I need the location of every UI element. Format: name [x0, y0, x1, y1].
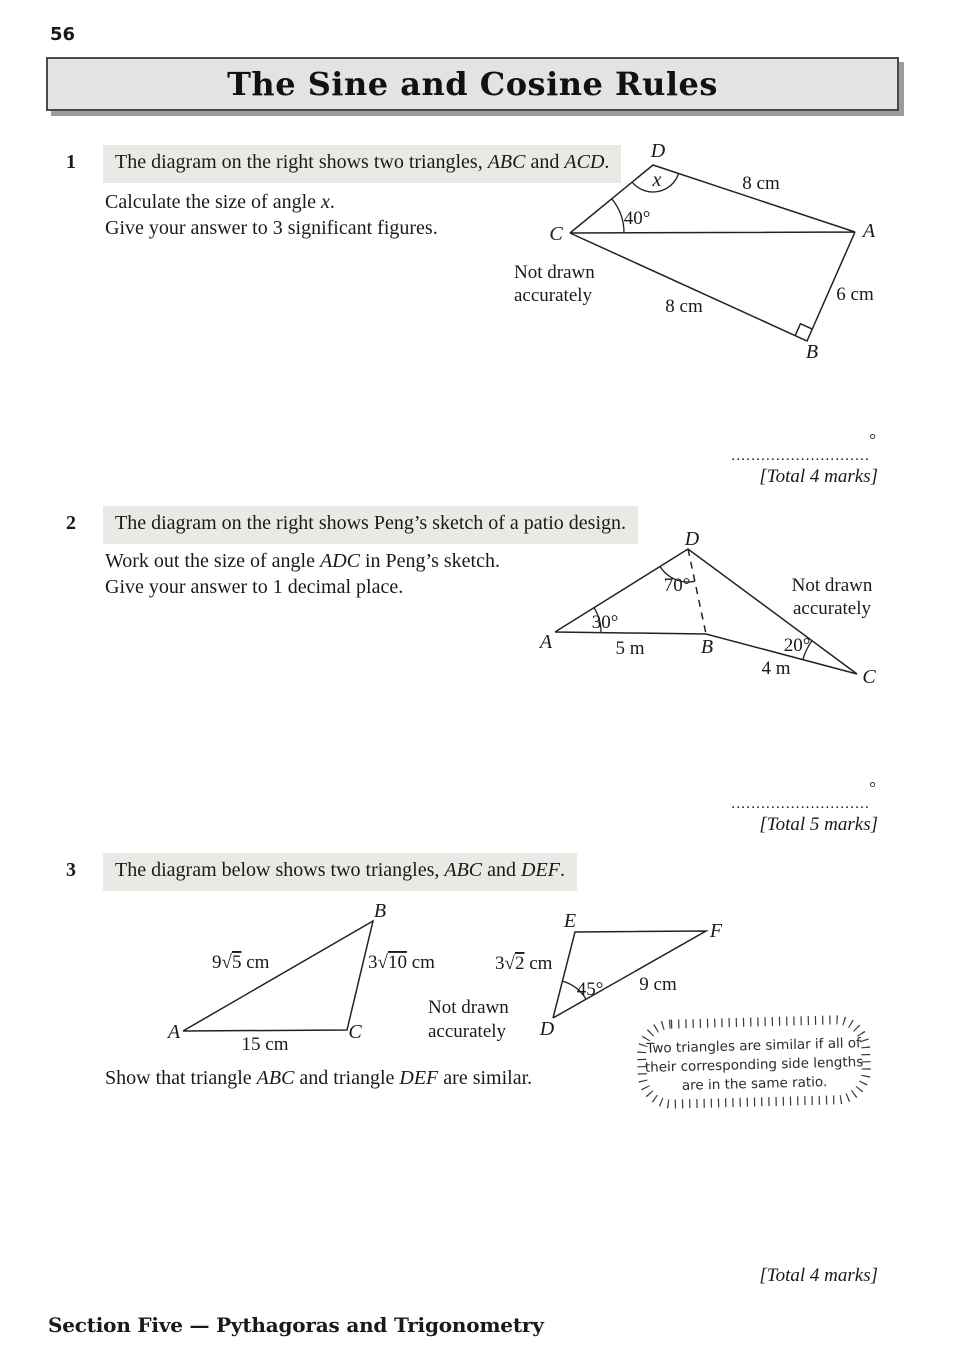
- q2-answer-line: ............................: [731, 796, 870, 812]
- q2-angle-c-label: 20°: [783, 635, 811, 656]
- q3-vertex-label-d: D: [539, 1018, 555, 1040]
- q2-side-ab-label: 5 m: [615, 638, 645, 659]
- q1-vertex-label-d: D: [650, 140, 666, 162]
- q2-vertex-label-d: D: [684, 528, 700, 550]
- q2-vertex-label-a: A: [539, 631, 553, 653]
- q1-angle-x-label: x: [652, 169, 662, 191]
- q1-triangle-lines: [570, 165, 855, 341]
- q3-radical-icon: √: [504, 953, 515, 974]
- q1-vertex-label-a: A: [862, 220, 876, 242]
- q3-hint-line3: are in the same ratio.: [681, 1074, 828, 1094]
- q3-side-bc-root: 10: [387, 952, 407, 973]
- q3-side-ab-coeff: 9: [212, 952, 222, 973]
- q3-radical-icon: √: [377, 952, 388, 973]
- q3-vertex-label-e: E: [563, 910, 577, 932]
- title-banner: [46, 57, 899, 111]
- page-title: The Sine and Cosine Rules: [227, 65, 718, 103]
- q1-note-line1: Not drawn: [514, 262, 595, 283]
- q1-line2: Give your answer to 3 significant figures.: [105, 216, 438, 239]
- q3-side-bc-unit: cm: [406, 952, 435, 973]
- q3-triangle-abc-lines: [183, 921, 373, 1031]
- q3-hint-group: [641, 1019, 867, 1105]
- q3-vertex-label-f: F: [709, 920, 723, 942]
- q3-side-bc-coeff: 3: [368, 952, 378, 973]
- q3-number: 3: [66, 859, 76, 881]
- q3-side-de-coeff: 3: [495, 953, 505, 974]
- q1-intro: The diagram on the right shows two triangles, ABC and ACD.: [103, 145, 621, 183]
- q2-note-line1: Not drawn: [791, 575, 873, 596]
- q3-radical-icon: √: [221, 952, 232, 973]
- q3-angle-d-label: 45°: [576, 979, 604, 1000]
- q3-side-bc-label: [368, 952, 435, 973]
- q1-answer-degree: °: [869, 430, 876, 449]
- q2-dashed-line-db: [688, 549, 706, 634]
- q3-side-de-label: [495, 953, 553, 974]
- q3-intro: The diagram below shows two triangles, ABC and DEF.: [103, 853, 577, 891]
- q1-vertex-label-b: B: [805, 341, 819, 363]
- q2-answer-area: [698, 780, 878, 838]
- q2-line1: Work out the size of angle ADC in Peng’s sketch.: [105, 550, 500, 572]
- q3-side-ac-label: 15 cm: [241, 1034, 289, 1055]
- q3-answer-area: [698, 1263, 878, 1289]
- q1-total-marks: [Total 4 marks]: [759, 466, 878, 487]
- q3-total-marks: [Total 4 marks]: [759, 1265, 878, 1286]
- q3-hint-line2: their corresponding side lengths: [644, 1054, 864, 1076]
- q1-vertex-label-c: C: [549, 223, 563, 245]
- q2-side-bc-label: 4 m: [761, 658, 791, 679]
- q3-side-df-label: 9 cm: [639, 974, 677, 995]
- q1-side-da-label: 8 cm: [742, 173, 780, 194]
- q3-show-line: Show that triangle ABC and triangle DEF are similar.: [105, 1067, 533, 1089]
- q2-vertex-label-c: C: [862, 666, 876, 688]
- q3-side-ab-label: [212, 952, 270, 973]
- q2-line2: Give your answer to 1 decimal place.: [105, 575, 404, 598]
- q1-note-line2: accurately: [514, 285, 593, 306]
- q1-answer-line: ............................: [731, 448, 870, 464]
- q3-hint-box: [628, 1010, 880, 1114]
- q2-angle-d-label: 70°: [663, 575, 691, 596]
- q2-intro: The diagram on the right shows Peng’s sketch of a patio design.: [103, 506, 638, 544]
- q3-triangle-def-lines: [553, 931, 706, 1018]
- q2-vertex-label-b: B: [700, 636, 714, 658]
- q3-hint-line1: Two triangles are similar if all of: [646, 1035, 862, 1057]
- q2-answer-degree: °: [869, 778, 876, 797]
- q1-answer-area: [698, 432, 878, 490]
- q2-body: [105, 549, 500, 600]
- q3-note-line1: Not drawn: [428, 997, 509, 1018]
- q2-note-line2: accurately: [792, 598, 872, 619]
- q3-vertex-label-c: C: [348, 1021, 362, 1043]
- q1-line1: Calculate the size of angle x.: [105, 191, 335, 213]
- q2-number: 2: [66, 512, 76, 534]
- q2-diagram: [520, 520, 920, 715]
- q2-angle-a-label: 30°: [591, 612, 619, 633]
- q2-total-marks: [Total 5 marks]: [759, 814, 878, 835]
- q1-diagram: [500, 140, 910, 370]
- q1-body: [105, 190, 438, 241]
- q1-side-ba-label: 6 cm: [836, 284, 874, 305]
- q1-angle-arc-c: [612, 199, 624, 233]
- q1-side-cb-label: 8 cm: [665, 296, 703, 317]
- q1-angle-c-label: 40°: [623, 208, 651, 229]
- q3-side-de-root: 2: [514, 953, 525, 974]
- q1-number: 1: [66, 151, 76, 173]
- q3-note-line2: accurately: [428, 1021, 507, 1042]
- section-footer: Section Five — Pythagoras and Trigonometry: [48, 1313, 544, 1337]
- q3-side-ab-root: 5: [231, 952, 242, 973]
- q3-vertex-label-a: A: [167, 1021, 181, 1043]
- q3-side-de-unit: cm: [524, 953, 553, 974]
- page-number: 56: [50, 24, 76, 45]
- q3-side-ab-unit: cm: [241, 952, 270, 973]
- q3-vertex-label-b: B: [373, 900, 387, 922]
